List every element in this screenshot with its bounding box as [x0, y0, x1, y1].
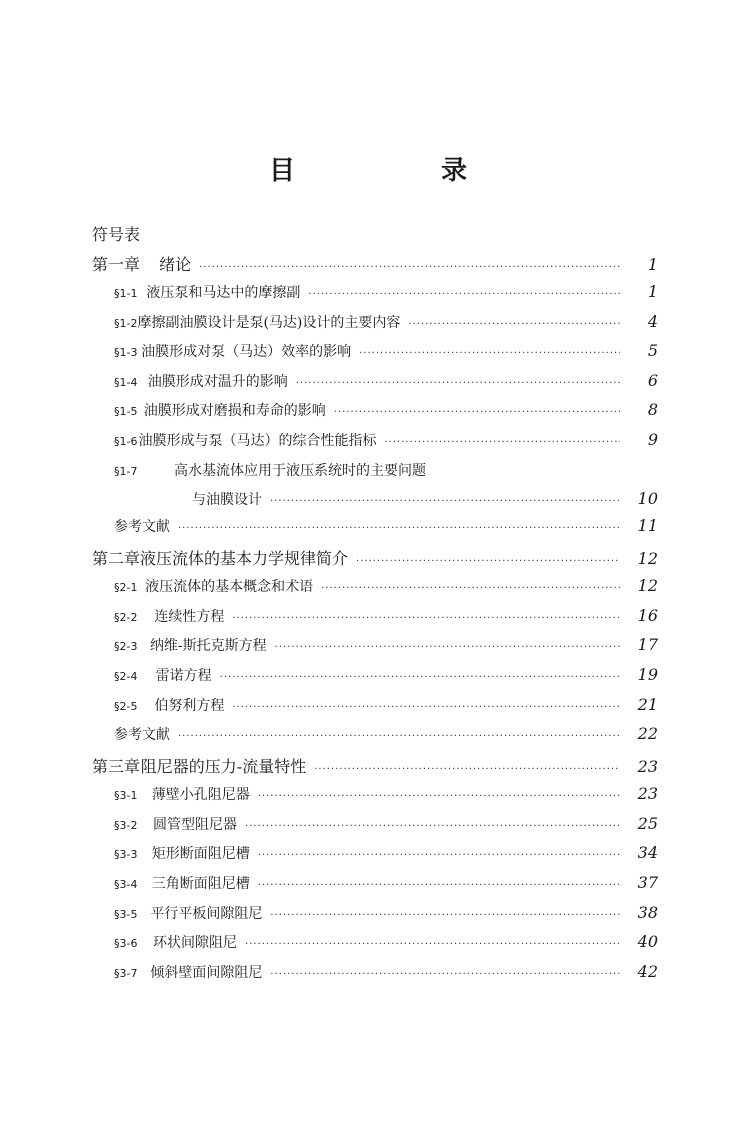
entry-title: 符号表: [92, 225, 141, 244]
toc-section: [92, 460, 658, 490]
page-number: 19: [637, 664, 658, 684]
dot-leader: [178, 731, 620, 742]
chapter-number: 第一章: [92, 255, 141, 274]
section-title: 液压流体的基本概念和术语: [145, 579, 314, 596]
toc-section-continuation: [92, 489, 658, 516]
toc-section: [92, 784, 658, 814]
section-title: 油膜形成对温升的影响: [147, 373, 288, 390]
section-number: §1-2: [114, 316, 138, 330]
dot-leader: [258, 850, 620, 861]
chapter-number: 第三章: [92, 757, 141, 777]
dot-leader: [270, 496, 620, 507]
page-number: 23: [637, 757, 658, 777]
dot-leader: [270, 910, 620, 921]
section-number: §3-2: [114, 818, 138, 832]
section-number: §3-4: [114, 877, 138, 891]
page-number: 6: [647, 370, 658, 390]
page-number: 9: [647, 429, 658, 449]
section-number: §1-6: [114, 434, 138, 448]
toc-section: [92, 341, 658, 371]
chapter-title: 阻尼器的压力-流量特性: [140, 757, 307, 777]
chapter-number: 第二章: [92, 549, 141, 569]
dot-leader: [296, 378, 620, 389]
dot-leader: [245, 821, 620, 832]
toc-section: [92, 400, 658, 430]
page-number: 37: [637, 872, 658, 892]
toc-section: [92, 635, 658, 665]
section-title: 薄壁小孔阻尼器: [151, 787, 250, 804]
section-number: §2-4: [114, 669, 138, 683]
section-number: §1-4: [114, 375, 138, 389]
references-title: 参考文献: [114, 727, 170, 744]
page-number: 34: [637, 843, 658, 863]
page-number: 22: [637, 724, 658, 744]
chapter-title: 液压流体的基本力学规律简介: [140, 549, 349, 569]
dot-leader: [359, 348, 620, 359]
page-number: 8: [647, 400, 658, 420]
section-title: 油膜形成与泵（马达）的综合性能指标: [138, 432, 377, 449]
section-number: §2-2: [114, 610, 138, 624]
toc-chapter-3: [92, 754, 658, 784]
section-number: §3-6: [114, 937, 138, 951]
page-number: 17: [637, 635, 658, 655]
dot-leader: [321, 583, 620, 594]
page-number: 1: [647, 282, 658, 301]
toc-section: [92, 962, 658, 992]
dot-leader: [356, 556, 620, 567]
dot-leader: [334, 407, 620, 418]
toc-entry-symbols: [92, 222, 658, 252]
dot-leader: [232, 702, 620, 713]
page-number: 5: [647, 341, 658, 361]
page-number: 16: [637, 605, 658, 625]
dot-leader: [199, 262, 620, 273]
references-title: 参考文献: [114, 519, 170, 536]
section-number: §3-5: [114, 907, 138, 921]
table-of-contents: [92, 222, 658, 991]
section-title: 摩擦副油膜设计是泵(马达)设计的主要内容: [137, 314, 401, 331]
dot-leader: [275, 642, 620, 653]
section-number: §1-3: [114, 346, 138, 360]
dot-leader: [270, 969, 620, 980]
page-number: 42: [637, 961, 658, 981]
section-title: 连续性方程: [154, 608, 225, 625]
page-number: 1: [647, 255, 658, 274]
section-number: §1-1: [114, 287, 138, 300]
section-number: §1-7: [114, 464, 138, 478]
section-number: §3-3: [114, 848, 138, 862]
section-number: §2-3: [114, 640, 138, 654]
toc-section: [92, 843, 658, 873]
page-number: 23: [637, 784, 658, 804]
section-title: 伯努利方程: [154, 697, 225, 714]
toc-section: [92, 873, 658, 903]
toc-references: [92, 516, 658, 546]
dot-leader: [385, 437, 621, 448]
page-number: 12: [637, 576, 658, 596]
page-number: 4: [647, 311, 658, 331]
toc-section: [92, 312, 658, 342]
dot-leader: [178, 523, 620, 534]
section-title: 三角断面阻尼槽: [151, 875, 250, 892]
dot-leader: [220, 672, 620, 683]
section-title: 环状间隙阻尼: [153, 935, 238, 952]
page-number: 38: [637, 902, 658, 922]
toc-section: [92, 430, 658, 460]
section-title: 倾斜壁面间隙阻尼: [150, 964, 263, 981]
page-number: 40: [637, 932, 658, 952]
section-number: §1-5: [114, 405, 138, 419]
dot-leader: [308, 289, 620, 300]
toc-section: [92, 903, 658, 933]
section-title: 矩形断面阻尼槽: [151, 846, 250, 863]
toc-section: [92, 576, 658, 606]
toc-section: [92, 665, 658, 695]
dot-leader: [245, 939, 620, 950]
dot-leader: [314, 764, 620, 775]
toc-chapter-2: [92, 546, 658, 576]
section-number: §3-7: [114, 966, 138, 980]
section-title: 纳维-斯托克斯方程: [149, 638, 267, 655]
page-number: 25: [637, 813, 658, 833]
page-number: 21: [637, 694, 658, 714]
section-title: 油膜形成对磨损和寿命的影响: [143, 403, 326, 420]
section-title: 圆管型阻尼器: [153, 816, 238, 833]
section-title-continuation: 与油膜设计: [192, 492, 262, 509]
section-title: 平行平板间隙阻尼: [150, 905, 263, 922]
chapter-title: 绪论: [159, 255, 192, 274]
section-title: 雷诺方程: [155, 667, 212, 684]
toc-section: [92, 814, 658, 844]
section-number: §2-1: [114, 581, 138, 595]
page-number: 12: [637, 549, 658, 569]
section-number: §2-5: [114, 699, 138, 713]
dot-leader: [408, 319, 620, 330]
dot-leader: [258, 791, 620, 802]
toc-section: [92, 371, 658, 401]
dot-leader: [232, 613, 620, 624]
page-title: 目 录: [268, 156, 527, 186]
section-title: 液压泵和马达中的摩擦副: [146, 285, 301, 301]
toc-section: [92, 695, 658, 725]
toc-references: [92, 724, 658, 754]
page-number: 11: [637, 516, 658, 536]
toc-section: [92, 282, 658, 312]
section-number: §3-1: [114, 789, 138, 803]
toc-section: [92, 932, 658, 962]
toc-section: [92, 606, 658, 636]
page-number: 10: [637, 489, 658, 509]
toc-chapter-1: [92, 252, 658, 282]
section-title: 高水基流体应用于液压系统时的主要问题: [174, 462, 426, 479]
dot-leader: [258, 880, 620, 891]
section-title: 油膜形成对泵（马达）效率的影响: [141, 344, 352, 361]
